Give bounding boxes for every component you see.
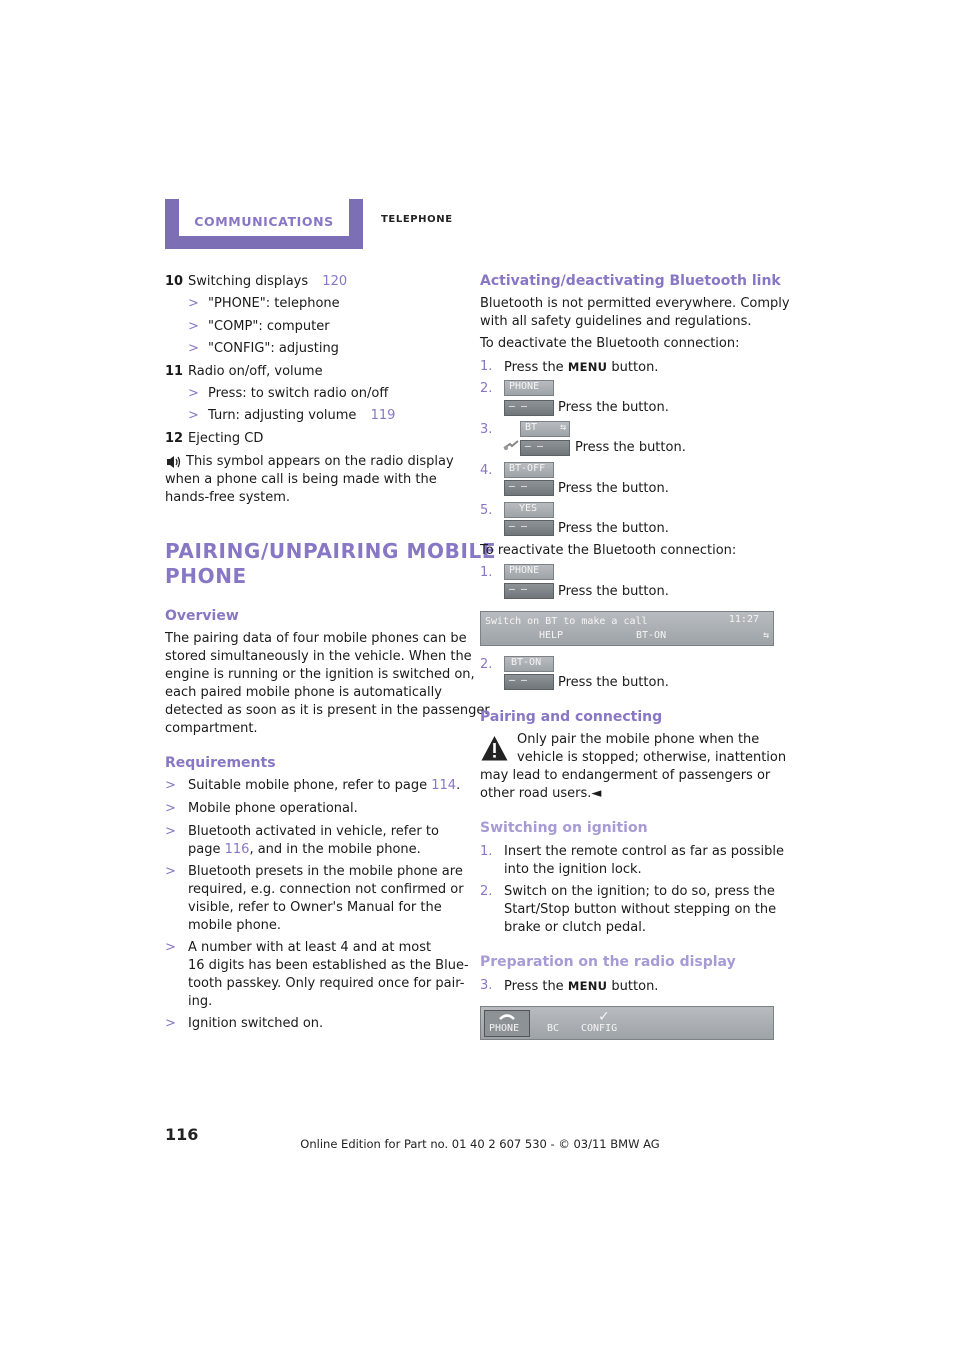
paragraph-line: detected as soon as it is present in the passenger	[165, 703, 490, 718]
controller-turn-icon	[502, 438, 520, 452]
page-ref-link[interactable]: 114	[431, 778, 457, 793]
lcd-bt-label: BT ⇆	[520, 421, 570, 437]
list-item: Press: to switch radio on/off	[208, 386, 389, 401]
bullet-marker: >	[188, 408, 199, 423]
radio-softkey[interactable]: – –	[504, 520, 554, 536]
handset-icon	[498, 1013, 516, 1022]
section-tab	[165, 199, 363, 249]
list-item: Bluetooth activated in vehicle, refer to	[188, 824, 439, 839]
item-10-text: Switching displays	[188, 274, 309, 289]
pairing-heading: Pairing and connecting	[480, 709, 663, 725]
lcd-phone-label: PHONE	[504, 564, 554, 580]
section-title: COMMUNICATIONS	[194, 214, 334, 229]
lcd-yes-label: YES	[504, 502, 554, 518]
item-10-number: 10	[165, 274, 184, 289]
end-marker: ◄	[591, 786, 602, 801]
lcd-bt-off-label: BT-OFF	[504, 462, 554, 478]
paragraph-line: each paired mobile phone is automatically	[165, 685, 442, 700]
bullet-marker: >	[188, 296, 199, 311]
paragraph-line: with all safety guidelines and regulations.	[480, 314, 752, 329]
symbol-text: hands-free system.	[165, 490, 291, 505]
swap-icon: ⇆	[762, 630, 769, 641]
bullet-marker: >	[165, 940, 176, 955]
radio-softkey[interactable]: – –	[504, 400, 554, 416]
bullet-marker: >	[165, 778, 176, 793]
item-11-text: Radio on/off, volume	[188, 364, 323, 379]
paragraph-line: The pairing data of four mobile phones can be	[165, 631, 467, 646]
paragraph-line: Bluetooth is not permitted everywhere. Comply	[480, 296, 790, 311]
bullet-marker: >	[165, 801, 176, 816]
list-item: "CONFIG": adjusting	[208, 341, 339, 356]
list-item: Insert the remote control as far as possible	[504, 844, 784, 859]
symbol-text: when a phone call is being made with the	[165, 472, 437, 487]
warning-text: other road users.	[480, 786, 592, 801]
list-item: Ignition switched on.	[188, 1016, 324, 1031]
bluetooth-heading: Activating/deactivating Bluetooth link	[480, 273, 781, 289]
overview-heading: Overview	[165, 608, 239, 624]
item-12-text: Ejecting CD	[188, 431, 264, 446]
menu-key-label: MENU	[567, 360, 608, 374]
menu-key-label: MENU	[567, 979, 608, 993]
page-ref-link[interactable]: 119	[370, 408, 396, 423]
list-item: Mobile phone operational.	[188, 801, 358, 816]
list-item: "COMP": computer	[208, 319, 330, 334]
symbol-text: This symbol appears on the radio display	[186, 454, 454, 469]
ignition-heading: Switching on ignition	[480, 820, 648, 836]
menu-item-config[interactable]: CONFIG	[581, 1023, 618, 1034]
item-12-number: 12	[165, 431, 184, 446]
item-11-number: 11	[165, 364, 184, 379]
page-ref-link[interactable]: 120	[322, 274, 348, 289]
swap-icon: ⇆	[559, 422, 566, 433]
lcd-bt-on-label: BT-ON	[504, 656, 554, 672]
list-item: Suitable mobile phone, refer to page	[188, 778, 432, 793]
list-item: Bluetooth presets in the mobile phone are	[188, 864, 463, 879]
list-item: A number with at least 4 and at most	[188, 940, 432, 955]
radio-softkey[interactable]: – –	[504, 480, 554, 496]
radio-display-screen: Switch on BT to make a call 11:27 HELP BT-ON ⇆	[480, 611, 774, 646]
bullet-marker: >	[165, 1016, 176, 1031]
check-icon: ✓	[599, 1006, 609, 1025]
warning-text: may lead to endangerment of passengers or	[480, 768, 771, 783]
radio-menu-screen	[480, 1006, 774, 1040]
list-item: Switch on the ignition; to do so, press the	[504, 884, 775, 899]
page-ref-link[interactable]: 116	[224, 842, 250, 857]
bullet-marker: >	[165, 864, 176, 879]
paragraph-line: compartment.	[165, 721, 258, 736]
bullet-marker: >	[188, 386, 199, 401]
edition-footer: Online Edition for Part no. 01 40 2 607 530 - © 03/11 BMW AG	[300, 1137, 660, 1151]
speaker-icon	[166, 455, 182, 469]
paragraph-line: engine is running or the ignition is switched on,	[165, 667, 475, 682]
radio-softkey[interactable]: – –	[504, 583, 554, 599]
subsection-title: TELEPHONE	[381, 214, 453, 225]
menu-item-phone[interactable]: PHONE	[484, 1010, 530, 1037]
requirements-heading: Requirements	[165, 755, 276, 771]
paragraph-line: To deactivate the Bluetooth connection:	[480, 336, 740, 351]
list-item: Turn: adjusting volume	[208, 408, 357, 423]
page-number: 116	[165, 1125, 199, 1144]
warning-text: vehicle is stopped; otherwise, inattention	[517, 750, 787, 765]
paragraph-line: To reactivate the Bluetooth connection:	[480, 543, 737, 558]
radio-softkey[interactable]: – –	[504, 674, 554, 690]
preparation-heading: Preparation on the radio display	[480, 954, 736, 970]
main-heading: PHONE	[165, 564, 247, 588]
lcd-phone-label: PHONE	[504, 380, 554, 396]
paragraph-line: stored simultaneously in the vehicle. When the	[165, 649, 472, 664]
radio-softkey[interactable]: – –	[520, 440, 570, 456]
bullet-marker: >	[188, 341, 199, 356]
list-item: "PHONE": telephone	[208, 296, 340, 311]
bullet-marker: >	[188, 319, 199, 334]
main-heading: PAIRING/UNPAIRING MOBILE	[165, 539, 497, 563]
warning-text: Only pair the mobile phone when the	[517, 732, 760, 747]
warning-icon	[480, 734, 509, 763]
bullet-marker: >	[165, 824, 176, 839]
menu-item-bc[interactable]: BC	[547, 1023, 560, 1034]
